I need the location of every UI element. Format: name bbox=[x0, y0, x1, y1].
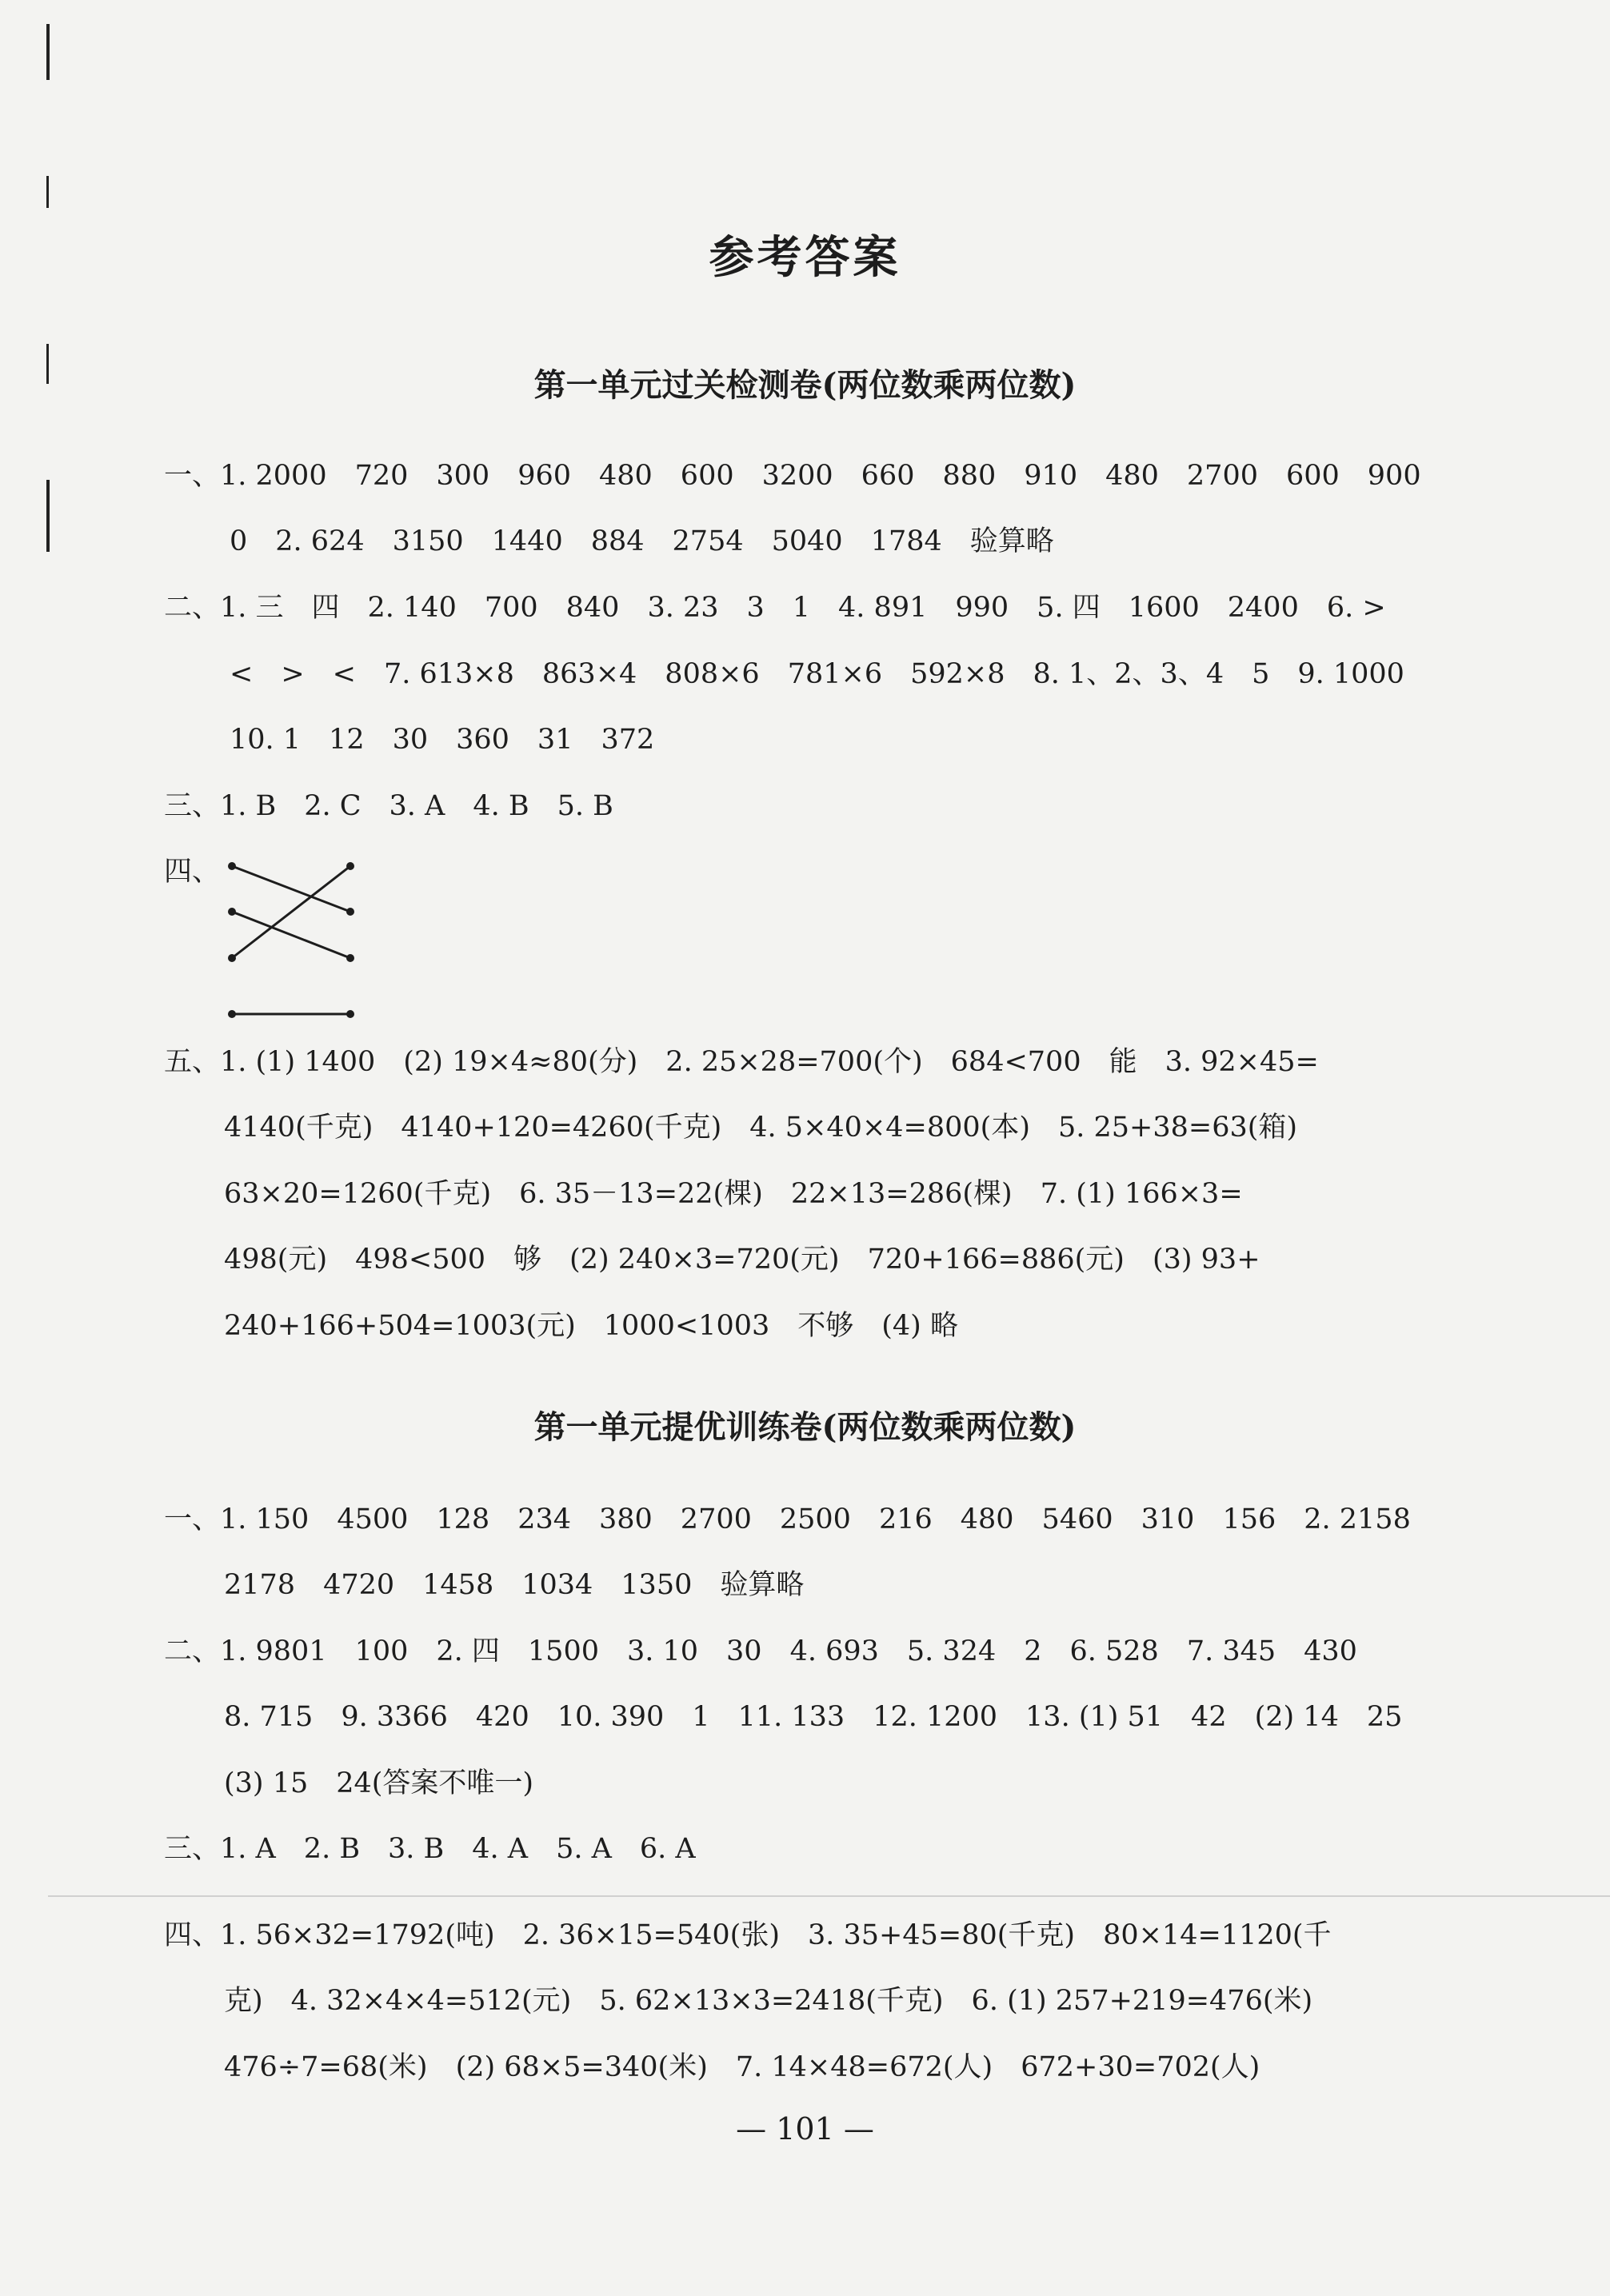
page-number: — 101 — bbox=[736, 2111, 874, 2146]
matching-lines-figure bbox=[224, 848, 360, 1024]
match-line bbox=[232, 866, 350, 958]
answer-line: 0 2. 624 3150 1440 884 2754 5040 1784 验算略 bbox=[230, 525, 1054, 557]
answer-line: 四、1. 56×32=1792(吨) 2. 36×15=540(张) 3. 35+45=80(千克) 80×14=1120(千 bbox=[164, 1919, 1332, 1951]
answer-line: < > < 7. 613×8 863×4 808×6 781×6 592×8 8. 1、2、3、4 5 9. 1000 bbox=[230, 658, 1404, 690]
binding-mark bbox=[46, 176, 49, 208]
answer-line: 240+166+504=1003(元) 1000<1003 不够 (4) 略 bbox=[224, 1310, 958, 1342]
match-line bbox=[232, 912, 350, 958]
answer-line: 476÷7=68(米) (2) 68×5=340(米) 7. 14×48=672(人) 672+30=702(人) bbox=[224, 2051, 1260, 2083]
page-title: 参考答案 bbox=[709, 231, 901, 284]
binding-mark bbox=[46, 24, 50, 80]
section-heading: 第一单元过关检测卷(两位数乘两位数) bbox=[533, 366, 1077, 404]
answer-line: 498(元) 498<500 够 (2) 240×3=720(元) 720+166=886(元) (3) 93+ bbox=[224, 1244, 1260, 1276]
answer-line: 10. 1 12 30 360 31 372 bbox=[230, 724, 655, 756]
answer-line: 一、1. 150 4500 128 234 380 2700 2500 216 480 5460 310 156 2. 2158 bbox=[164, 1503, 1411, 1535]
answer-line: 三、1. B 2. C 3. A 4. B 5. B bbox=[164, 790, 613, 822]
answer-line: 一、1. 2000 720 300 960 480 600 3200 660 880 910 480 2700 600 900 bbox=[164, 460, 1421, 492]
answer-line: (3) 15 24(答案不唯一) bbox=[224, 1767, 534, 1799]
answer-line: 2178 4720 1458 1034 1350 验算略 bbox=[224, 1569, 805, 1601]
answer-line: 四、 bbox=[164, 856, 221, 888]
answer-line: 五、1. (1) 1400 (2) 19×4≈80(分) 2. 25×28=700(个) 684<700 能 3. 92×45= bbox=[164, 1046, 1319, 1078]
section-heading: 第一单元提优训练卷(两位数乘两位数) bbox=[533, 1408, 1077, 1446]
binding-mark bbox=[46, 480, 50, 552]
answer-line: 二、1. 三 四 2. 140 700 840 3. 23 3 1 4. 891 990 5. 四 1600 2400 6. > bbox=[164, 592, 1386, 624]
answer-line: 4140(千克) 4140+120=4260(千克) 4. 5×40×4=800(本) 5. 25+38=63(箱) bbox=[224, 1112, 1298, 1144]
match-line bbox=[232, 866, 350, 912]
answer-line: 63×20=1260(千克) 6. 35－13=22(棵) 22×13=286(棵) 7. (1) 166×3= bbox=[224, 1178, 1243, 1210]
answer-line: 二、1. 9801 100 2. 四 1500 3. 10 30 4. 693 5. 324 2 6. 528 7. 345 430 bbox=[164, 1635, 1357, 1667]
answer-line: 三、1. A 2. B 3. B 4. A 5. A 6. A bbox=[164, 1833, 696, 1865]
answer-line: 8. 715 9. 3366 420 10. 390 1 11. 133 12. 1200 13. (1) 51 42 (2) 14 25 bbox=[224, 1701, 1403, 1733]
answer-line: 克) 4. 32×4×4=512(元) 5. 62×13×3=2418(千克) 6. (1) 257+219=476(米) bbox=[224, 1985, 1313, 2017]
divider bbox=[48, 1895, 1610, 1897]
